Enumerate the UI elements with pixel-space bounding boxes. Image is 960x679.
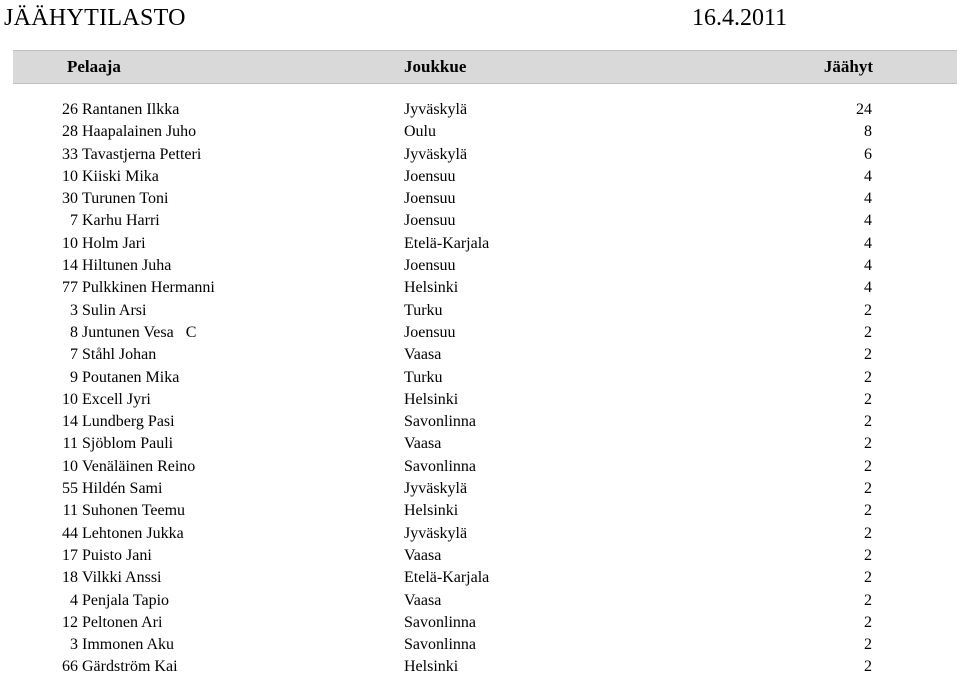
player-number: 33 xyxy=(62,145,78,163)
team-name: Vaasa xyxy=(404,346,442,364)
team-name: Savonlinna xyxy=(404,636,476,654)
team-name: Turku xyxy=(404,368,443,386)
player-number: 14 xyxy=(62,413,78,431)
player-number: 8 xyxy=(70,323,78,341)
table-header xyxy=(13,50,957,84)
player-number: 66 xyxy=(62,658,78,676)
team-name: Joensuu xyxy=(404,212,456,230)
player-name: Peltonen Ari xyxy=(82,613,163,631)
player-number: 14 xyxy=(62,257,78,275)
player-number: 10 xyxy=(62,234,78,252)
penalty-count: 2 xyxy=(864,390,872,408)
player-name: Sulin Arsi xyxy=(82,301,147,319)
team-name: Jyväskylä xyxy=(404,145,468,163)
player-number: 44 xyxy=(62,524,78,542)
penalty-count: 2 xyxy=(864,457,872,475)
team-name: Helsinki xyxy=(404,390,459,408)
table-row xyxy=(0,121,960,143)
player-name: Excell Jyri xyxy=(82,390,151,408)
team-name: Turku xyxy=(404,301,443,319)
team-name: Joensuu xyxy=(404,190,456,208)
team-name: Helsinki xyxy=(404,279,459,297)
table-row xyxy=(0,99,960,121)
player-number: 55 xyxy=(62,480,78,498)
table-row xyxy=(0,523,960,545)
player-number: 4 xyxy=(70,591,78,609)
player-name: Karhu Harri xyxy=(82,212,160,230)
team-name: Helsinki xyxy=(404,658,459,676)
penalty-count: 2 xyxy=(864,524,872,542)
player-number: 12 xyxy=(62,613,78,631)
player-name: Ståhl Johan xyxy=(82,346,157,364)
penalty-count: 2 xyxy=(864,502,872,520)
player-number: 10 xyxy=(62,390,78,408)
player-name: Lundberg Pasi xyxy=(82,413,175,431)
player-number: 10 xyxy=(62,167,78,185)
penalty-count: 4 xyxy=(864,257,872,275)
penalty-count: 2 xyxy=(864,368,872,386)
column-header-penalties: Jäähyt xyxy=(823,57,873,76)
team-name: Savonlinna xyxy=(404,413,476,431)
player-name: Tavastjerna Petteri xyxy=(82,145,202,163)
player-number: 17 xyxy=(62,546,78,564)
team-name: Savonlinna xyxy=(404,613,476,631)
team-name: Savonlinna xyxy=(404,457,476,475)
penalty-count: 2 xyxy=(864,658,872,676)
penalty-count: 2 xyxy=(864,435,872,453)
penalty-count: 2 xyxy=(864,591,872,609)
player-number: 10 xyxy=(62,457,78,475)
team-name: Jyväskylä xyxy=(404,480,468,498)
table-row xyxy=(0,233,960,255)
player-name: Juntunen Vesa C xyxy=(82,323,197,341)
penalty-count: 24 xyxy=(856,101,872,118)
penalty-count: 2 xyxy=(864,346,872,364)
team-name: Joensuu xyxy=(404,323,456,341)
player-number: 28 xyxy=(62,123,78,141)
team-name: Joensuu xyxy=(404,257,456,275)
table-row xyxy=(0,590,960,612)
table-row xyxy=(0,478,960,500)
table-row xyxy=(0,255,960,277)
table-row xyxy=(0,656,960,678)
team-name: Jyväskylä xyxy=(404,101,468,118)
report-date: 16.4.2011 xyxy=(692,5,788,31)
table-row xyxy=(0,411,960,433)
table-row xyxy=(0,545,960,567)
table-row xyxy=(0,389,960,411)
team-name: Helsinki xyxy=(404,502,459,520)
player-name: Sjöblom Pauli xyxy=(82,435,174,453)
player-number: 26 xyxy=(62,101,78,118)
penalty-count: 4 xyxy=(864,279,872,297)
penalty-count: 2 xyxy=(864,301,872,319)
player-number: 11 xyxy=(62,435,78,453)
penalty-count: 2 xyxy=(864,569,872,587)
penalty-count: 4 xyxy=(864,167,872,185)
page-title: JÄÄHYTILASTO xyxy=(4,5,186,31)
table-row xyxy=(0,188,960,210)
table-row xyxy=(0,567,960,589)
player-name: Venäläinen Reino xyxy=(82,457,196,475)
player-number: 11 xyxy=(62,502,78,520)
player-name: Poutanen Mika xyxy=(82,368,180,386)
penalty-count: 8 xyxy=(864,123,872,141)
penalty-table-body xyxy=(0,99,960,679)
player-number: 9 xyxy=(70,368,78,386)
player-name: Haapalainen Juho xyxy=(82,123,197,141)
player-name: Immonen Aku xyxy=(82,636,174,654)
player-name: Puisto Jani xyxy=(82,546,152,564)
player-name: Gärdström Kai xyxy=(82,658,178,676)
player-name: Holm Jari xyxy=(82,234,146,252)
penalty-count: 2 xyxy=(864,480,872,498)
table-row xyxy=(0,277,960,299)
player-number: 7 xyxy=(70,212,78,230)
player-name: Hiltunen Juha xyxy=(82,257,172,275)
table-row xyxy=(0,500,960,522)
table-row xyxy=(0,166,960,188)
table-row xyxy=(0,344,960,366)
table-row xyxy=(0,367,960,389)
player-name: Lehtonen Jukka xyxy=(82,524,184,542)
table-row xyxy=(0,210,960,232)
player-number: 30 xyxy=(62,190,78,208)
penalty-count: 6 xyxy=(864,145,872,163)
table-row xyxy=(0,612,960,634)
player-name: Penjala Tapio xyxy=(82,591,170,609)
table-row xyxy=(0,634,960,656)
table-row xyxy=(0,456,960,478)
team-name: Vaasa xyxy=(404,546,442,564)
player-number: 3 xyxy=(70,301,78,319)
player-number: 18 xyxy=(62,569,78,587)
penalty-count: 2 xyxy=(864,636,872,654)
player-name: Kiiski Mika xyxy=(82,167,159,185)
player-number: 77 xyxy=(62,279,78,297)
penalty-count: 4 xyxy=(864,190,872,208)
player-name: Suhonen Teemu xyxy=(82,502,186,520)
penalty-count: 2 xyxy=(864,323,872,341)
player-number: 3 xyxy=(70,636,78,654)
team-name: Etelä-Karjala xyxy=(404,569,490,587)
team-name: Joensuu xyxy=(404,167,456,185)
penalty-count: 2 xyxy=(864,613,872,631)
penalty-count: 4 xyxy=(864,212,872,230)
penalty-count: 4 xyxy=(864,234,872,252)
table-row xyxy=(0,144,960,166)
player-name: Rantanen Ilkka xyxy=(82,101,180,118)
player-number: 7 xyxy=(70,346,78,364)
player-name: Hildén Sami xyxy=(82,480,163,498)
table-row xyxy=(0,300,960,322)
table-row xyxy=(0,322,960,344)
player-name: Turunen Toni xyxy=(82,190,169,208)
team-name: Jyväskylä xyxy=(404,524,468,542)
team-name: Oulu xyxy=(404,123,436,141)
penalty-count: 2 xyxy=(864,413,872,431)
player-name: Vilkki Anssi xyxy=(82,569,162,587)
title-row xyxy=(0,0,960,40)
team-name: Vaasa xyxy=(404,591,442,609)
penalty-count: 2 xyxy=(864,546,872,564)
team-name: Vaasa xyxy=(404,435,442,453)
column-header-player: Pelaaja xyxy=(67,57,121,76)
column-header-team: Joukkue xyxy=(404,57,467,76)
table-row xyxy=(0,433,960,455)
team-name: Etelä-Karjala xyxy=(404,234,490,252)
player-name: Pulkkinen Hermanni xyxy=(82,279,215,297)
